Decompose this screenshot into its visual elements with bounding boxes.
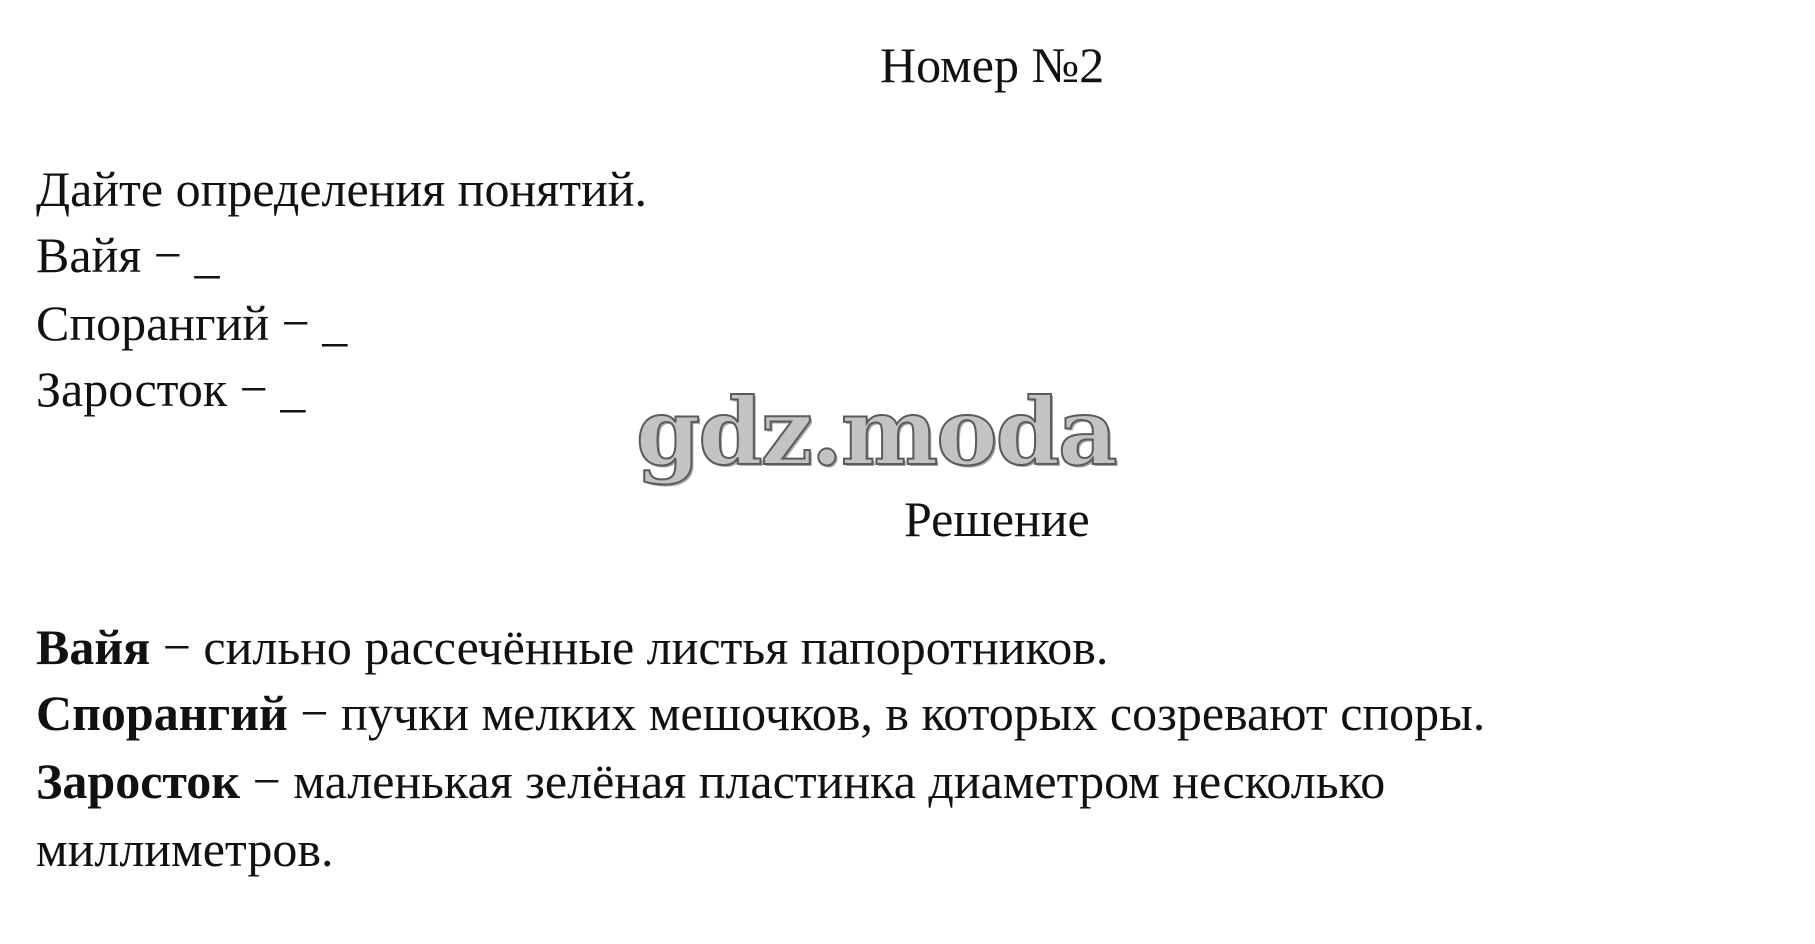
answer-definition: − сильно рассечённые листья папоротников. xyxy=(150,619,1109,675)
answer-term: Заросток xyxy=(36,753,241,809)
answer-term: Вайя xyxy=(36,619,151,675)
answer-term: Спорангий xyxy=(36,685,288,741)
task-item-vaya: Вайя − _ xyxy=(36,227,220,283)
task-item-sporangiy: Спорангий − _ xyxy=(36,295,348,351)
answer-zarostok-continuation: миллиметров. xyxy=(36,821,334,877)
answer-zarostok xyxy=(36,753,1386,809)
answer-vaya xyxy=(36,619,1109,675)
watermark-logo: gdz.moda xyxy=(636,378,1116,486)
page-title: Номер №2 xyxy=(880,37,1105,93)
task-item-zarostok: Заросток − _ xyxy=(36,361,306,417)
answer-definition: − маленькая зелёная пластинка диаметром несколько xyxy=(240,753,1386,809)
solution-heading: Решение xyxy=(904,491,1090,547)
task-instruction: Дайте определения понятий. xyxy=(36,161,648,217)
answer-definition: − пучки мелких мешочков, в которых созревают споры. xyxy=(287,685,1486,741)
answer-sporangiy xyxy=(36,685,1486,741)
